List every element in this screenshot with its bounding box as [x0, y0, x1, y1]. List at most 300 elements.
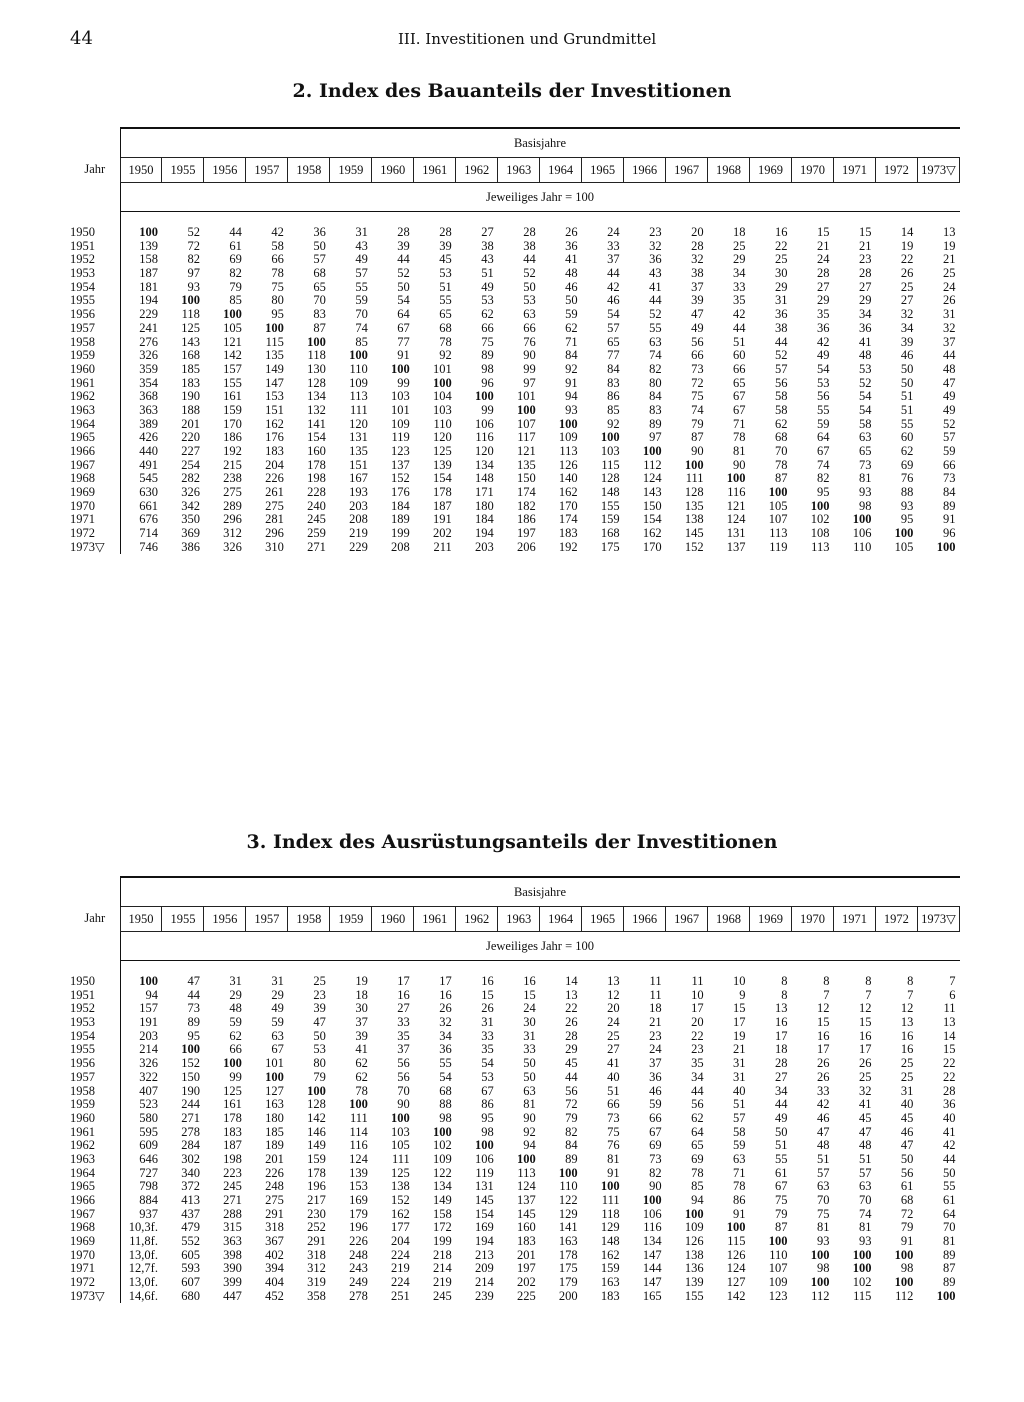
index-value: 57 [607, 320, 620, 335]
base-year-header: 1958 [288, 907, 330, 932]
index-value: 100 [474, 389, 494, 404]
table-row [70, 541, 960, 555]
base-year-header: 1959 [330, 907, 372, 932]
index-value: 172 [433, 1220, 452, 1235]
index-value: 93 [858, 1234, 872, 1249]
index-value: 19 [900, 238, 914, 253]
index-value: 157 [223, 361, 242, 376]
table-row [70, 1125, 960, 1139]
index-value: 155 [684, 1288, 704, 1303]
index-value: 63 [523, 307, 536, 322]
index-value: 109 [558, 430, 578, 445]
index-value: 70 [397, 1083, 410, 1098]
index-value: 137 [516, 1193, 536, 1208]
index-value: 194 [120, 294, 162, 308]
index-value: 65 [607, 334, 620, 349]
index-value: 198 [307, 471, 326, 486]
index-value: 77 [397, 334, 410, 349]
index-value: 106 [474, 416, 494, 431]
index-value: 118 [307, 348, 326, 363]
index-value: 30 [775, 266, 788, 281]
row-year: 1963 [70, 402, 95, 417]
table-row [70, 417, 960, 431]
index-value: 77 [607, 348, 620, 363]
index-value: 83 [607, 375, 620, 390]
index-value: 363 [223, 1234, 242, 1249]
index-value: 110 [433, 416, 452, 431]
index-value: 214 [120, 1043, 162, 1057]
index-value: 134 [307, 389, 326, 404]
index-value: 204 [391, 1234, 410, 1249]
index-value: 178 [433, 485, 452, 500]
index-value: 23 [313, 987, 326, 1002]
index-value: 142 [223, 348, 242, 363]
index-value: 198 [223, 1151, 242, 1166]
table-row [70, 1057, 960, 1071]
index-value: 118 [181, 307, 200, 322]
table-row [70, 527, 960, 541]
index-value: 26 [439, 1001, 452, 1016]
index-value: 13 [943, 1015, 956, 1030]
row-year: 1951 [70, 238, 95, 253]
index-value: 56 [816, 389, 830, 404]
index-value: 646 [120, 1153, 162, 1167]
index-value: 20 [691, 225, 704, 240]
index-value: 18 [775, 1042, 788, 1057]
index-value: 143 [181, 334, 200, 349]
index-value: 11 [691, 974, 704, 989]
index-value: 28 [858, 266, 872, 281]
index-value: 278 [349, 1288, 368, 1303]
index-value: 27 [397, 1001, 410, 1016]
index-value: 92 [523, 1124, 536, 1139]
index-value: 126 [684, 1234, 704, 1249]
index-value: 78 [733, 430, 746, 445]
index-value: 13 [607, 974, 620, 989]
table-row [70, 1016, 960, 1030]
index-value: 120 [474, 444, 494, 459]
index-value: 107 [516, 416, 536, 431]
index-value: 20 [691, 1015, 704, 1030]
index-value: 21 [733, 1042, 746, 1057]
index-value: 245 [433, 1288, 452, 1303]
index-value: 24 [943, 279, 956, 294]
index-value: 100 [265, 1069, 284, 1084]
index-value: 25 [900, 1056, 914, 1071]
index-value: 49 [943, 402, 956, 417]
index-value: 78 [439, 334, 452, 349]
index-value: 160 [307, 444, 326, 459]
index-value: 62 [229, 1028, 242, 1043]
index-value: 90 [523, 348, 536, 363]
index-value: 48 [943, 361, 956, 376]
index-value: 18 [733, 225, 746, 240]
index-value: 33 [481, 1028, 494, 1043]
index-value: 157 [120, 1002, 162, 1016]
index-value: 66 [943, 457, 956, 472]
index-value: 136 [684, 1261, 704, 1276]
index-value: 155 [223, 375, 242, 390]
index-value: 178 [558, 1247, 578, 1262]
index-value: 342 [181, 498, 200, 513]
index-value: 90 [691, 444, 704, 459]
index-value: 215 [223, 457, 242, 472]
index-value: 36 [816, 320, 830, 335]
index-value: 26 [943, 293, 956, 308]
index-value: 100 [600, 1179, 620, 1194]
index-value: 96 [943, 526, 956, 541]
index-value: 65 [733, 375, 746, 390]
index-value: 167 [349, 471, 368, 486]
index-value: 220 [181, 430, 200, 445]
index-value: 100 [474, 1138, 494, 1153]
index-value: 114 [349, 1124, 368, 1139]
index-value: 113 [811, 539, 830, 554]
index-value: 402 [265, 1247, 284, 1262]
index-value: 47 [313, 1015, 326, 1030]
index-value: 55 [900, 416, 914, 431]
index-value: 31 [523, 1028, 536, 1043]
index-value: 87 [775, 1220, 788, 1235]
base-year-header: 1961 [414, 907, 456, 932]
index-value: 42 [607, 279, 620, 294]
index-value: 46 [607, 293, 620, 308]
index-value: 100 [936, 539, 956, 554]
row-year: 1953 [70, 266, 95, 281]
index-value: 68 [313, 266, 326, 281]
index-value: 53 [858, 361, 872, 376]
index-value: 24 [649, 1042, 662, 1057]
index-value: 61 [775, 1165, 788, 1180]
index-value: 229 [120, 308, 162, 322]
index-value: 101 [391, 402, 410, 417]
row-year: 1965 [70, 1179, 95, 1194]
index-value: 73 [858, 457, 872, 472]
index-value: 22 [943, 1056, 956, 1071]
index-value: 241 [120, 322, 162, 336]
index-value: 29 [229, 987, 242, 1002]
table-row [70, 1290, 960, 1304]
index-value: 148 [600, 485, 620, 500]
table-row [70, 253, 960, 267]
index-value: 150 [181, 1069, 200, 1084]
index-value: 25 [900, 1069, 914, 1084]
index-value: 162 [391, 1206, 410, 1221]
index-value: 97 [187, 266, 200, 281]
index-value: 219 [391, 1261, 410, 1276]
index-value: 399 [223, 1275, 242, 1290]
index-value: 139 [120, 239, 162, 253]
index-value: 187 [223, 1138, 242, 1153]
index-value: 29 [565, 1042, 578, 1057]
index-value: 135 [349, 444, 368, 459]
index-value: 100 [181, 1042, 200, 1057]
index-value: 55 [355, 279, 368, 294]
table-row [70, 335, 960, 349]
base-year-header: 1960 [372, 158, 414, 183]
index-value: 93 [858, 485, 872, 500]
index-value: 372 [181, 1179, 200, 1194]
index-value: 58 [858, 416, 872, 431]
row-year: 1962 [70, 1138, 95, 1153]
index-value: 98 [481, 1124, 494, 1139]
index-value: 62 [565, 320, 578, 335]
index-value: 85 [691, 1179, 704, 1194]
base-year-header: 1967 [666, 158, 708, 183]
index-value: 80 [313, 1056, 326, 1071]
index-value: 44 [943, 348, 956, 363]
index-value: 153 [349, 1179, 368, 1194]
index-value: 53 [481, 293, 494, 308]
table-row [70, 1180, 960, 1194]
index-value: 34 [439, 1028, 452, 1043]
index-value: 52 [858, 375, 872, 390]
index-value: 52 [775, 348, 788, 363]
table-row [70, 1098, 960, 1112]
index-value: 10 [733, 974, 746, 989]
index-value: 168 [181, 348, 200, 363]
index-value: 104 [433, 389, 452, 404]
index-value: 62 [355, 1069, 368, 1084]
index-value: 100 [516, 1151, 536, 1166]
index-value: 48 [229, 1001, 242, 1016]
index-value: 54 [607, 307, 620, 322]
index-value: 116 [349, 1138, 368, 1153]
index-value: 58 [271, 238, 284, 253]
index-value: 368 [120, 390, 162, 404]
index-value: 35 [481, 1042, 494, 1057]
row-year: 1958 [70, 1083, 95, 1098]
index-value: 109 [391, 416, 410, 431]
index-value: 190 [181, 1083, 200, 1098]
index-value: 209 [474, 1261, 494, 1276]
index-value: 64 [943, 1206, 956, 1221]
base-year-header: 1968 [708, 158, 750, 183]
index-value: 176 [265, 430, 284, 445]
index-value: 746 [120, 541, 162, 555]
base-year-header: 1970 [792, 158, 834, 183]
index-value: 122 [433, 1165, 452, 1180]
index-value: 141 [307, 416, 326, 431]
index-value: 116 [643, 1220, 662, 1235]
index-value: 71 [565, 334, 578, 349]
index-value: 319 [307, 1275, 326, 1290]
index-value: 111 [391, 1151, 410, 1166]
index-value: 165 [642, 1288, 662, 1303]
index-value: 39 [397, 238, 410, 253]
index-value: 214 [433, 1261, 452, 1276]
table-row [70, 1139, 960, 1153]
row-year: 1961 [70, 1124, 95, 1139]
index-value: 84 [649, 389, 662, 404]
table-row [70, 363, 960, 377]
basisjahre-header: Basisjahre [120, 877, 960, 907]
index-value: 109 [768, 1275, 788, 1290]
index-value: 57 [858, 1165, 872, 1180]
index-value: 17 [775, 1028, 788, 1043]
index-value: 36 [858, 320, 872, 335]
index-value: 36 [565, 238, 578, 253]
index-value: 32 [649, 238, 662, 253]
index-value: 81 [607, 1151, 620, 1166]
index-value: 41 [858, 1097, 872, 1112]
index-value: 229 [349, 539, 368, 554]
index-value: 39 [439, 238, 452, 253]
table-row [70, 499, 960, 513]
index-value: 88 [439, 1097, 452, 1112]
index-value: 35 [691, 1056, 704, 1071]
index-value: 201 [516, 1247, 536, 1262]
index-value: 59 [733, 1138, 746, 1153]
index-value: 7 [865, 987, 872, 1002]
index-value: 219 [433, 1275, 452, 1290]
index-value: 46 [900, 348, 914, 363]
index-value: 99 [397, 375, 410, 390]
index-value: 86 [607, 389, 620, 404]
index-value: 38 [523, 238, 536, 253]
index-value: 64 [397, 307, 410, 322]
index-value: 17 [816, 1042, 830, 1057]
index-value: 160 [516, 1220, 536, 1235]
index-value: 44 [775, 1097, 788, 1112]
index-value: 125 [223, 1083, 242, 1098]
index-value: 51 [816, 1151, 830, 1166]
index-value: 154 [307, 430, 326, 445]
row-year: 1968 [70, 1220, 95, 1235]
index-value: 81 [858, 1220, 872, 1235]
basisjahre-header: Basisjahre [120, 128, 960, 158]
index-value: 21 [816, 238, 830, 253]
index-value: 71 [733, 416, 746, 431]
index-value: 82 [187, 252, 200, 267]
index-value: 259 [307, 526, 326, 541]
row-year: 1972 [70, 526, 95, 541]
index-value: 26 [481, 1001, 494, 1016]
base-year-header: 1956 [204, 907, 246, 932]
index-value: 178 [223, 1110, 242, 1125]
index-value: 105 [391, 1138, 410, 1153]
index-value: 228 [307, 485, 326, 500]
index-value: 162 [642, 526, 662, 541]
index-value: 63 [858, 1179, 872, 1194]
index-value: 25 [733, 238, 746, 253]
index-value: 45 [858, 1110, 872, 1125]
index-value: 14,6f. [120, 1290, 162, 1304]
index-value: 116 [727, 485, 746, 500]
index-value: 76 [900, 471, 914, 486]
index-value: 16 [481, 974, 494, 989]
index-value: 88 [900, 485, 914, 500]
index-value: 30 [355, 1001, 368, 1016]
index-value: 74 [691, 402, 704, 417]
index-value: 183 [181, 375, 200, 390]
index-value: 23 [691, 1042, 704, 1057]
index-value: 52 [649, 307, 662, 322]
index-value: 11 [649, 987, 662, 1002]
index-value: 38 [775, 320, 788, 335]
index-value: 85 [229, 293, 242, 308]
table-row [70, 513, 960, 527]
index-value: 219 [349, 526, 368, 541]
index-value: 177 [391, 1220, 410, 1235]
index-value: 111 [685, 471, 704, 486]
index-value: 97 [649, 430, 662, 445]
index-value: 27 [481, 225, 494, 240]
index-value: 62 [691, 1110, 704, 1125]
index-value: 12 [900, 1001, 914, 1016]
base-year-header: 1957 [246, 907, 288, 932]
index-value: 154 [433, 471, 452, 486]
index-value: 63 [271, 1028, 284, 1043]
index-value: 79 [900, 1220, 914, 1235]
index-value: 13 [943, 225, 956, 240]
index-value: 36 [649, 1069, 662, 1084]
index-value: 125 [433, 444, 452, 459]
index-value: 32 [900, 307, 914, 322]
index-value: 54 [858, 389, 872, 404]
index-value: 18 [649, 1001, 662, 1016]
index-value: 86 [481, 1097, 494, 1112]
index-value: 101 [433, 361, 452, 376]
index-value: 100 [894, 1247, 914, 1262]
index-value: 50 [565, 293, 578, 308]
index-value: 249 [349, 1275, 368, 1290]
index-value: 248 [349, 1247, 368, 1262]
index-value: 109 [433, 1151, 452, 1166]
index-value: 24 [607, 225, 620, 240]
index-value: 81 [733, 444, 746, 459]
table-row [70, 1043, 960, 1057]
row-year: 1964 [70, 1165, 95, 1180]
index-value: 84 [943, 485, 956, 500]
index-value: 68 [775, 430, 788, 445]
index-value: 15 [816, 1015, 830, 1030]
index-value: 91 [565, 375, 578, 390]
index-value: 54 [816, 361, 830, 376]
index-value: 100 [349, 348, 368, 363]
index-value: 27 [858, 279, 872, 294]
index-value: 53 [481, 1069, 494, 1084]
base-year-header: 1968 [708, 907, 750, 932]
index-value: 82 [649, 1165, 662, 1180]
index-value: 105 [768, 498, 788, 513]
index-value: 523 [120, 1098, 162, 1112]
index-value: 25 [313, 974, 326, 989]
index-value: 202 [516, 1275, 536, 1290]
index-value: 798 [120, 1180, 162, 1194]
index-value: 90 [733, 457, 746, 472]
index-value: 100 [558, 1165, 578, 1180]
index-value: 119 [475, 1165, 494, 1180]
index-value: 26 [900, 266, 914, 281]
index-value: 479 [181, 1220, 200, 1235]
index-value: 41 [355, 1042, 368, 1057]
index-value: 41 [943, 1124, 956, 1139]
row-year: 1951 [70, 987, 95, 1002]
index-value: 100 [852, 1261, 872, 1276]
index-value: 42 [733, 307, 746, 322]
index-value: 10 [691, 987, 704, 1002]
index-value: 192 [223, 444, 242, 459]
index-value: 358 [307, 1288, 326, 1303]
index-value: 42 [816, 334, 830, 349]
index-value: 284 [181, 1138, 200, 1153]
index-value: 123 [768, 1288, 788, 1303]
table-row [70, 486, 960, 500]
index-value: 149 [307, 1138, 326, 1153]
index-value: 70 [858, 1193, 872, 1208]
index-value: 75 [607, 1124, 620, 1139]
